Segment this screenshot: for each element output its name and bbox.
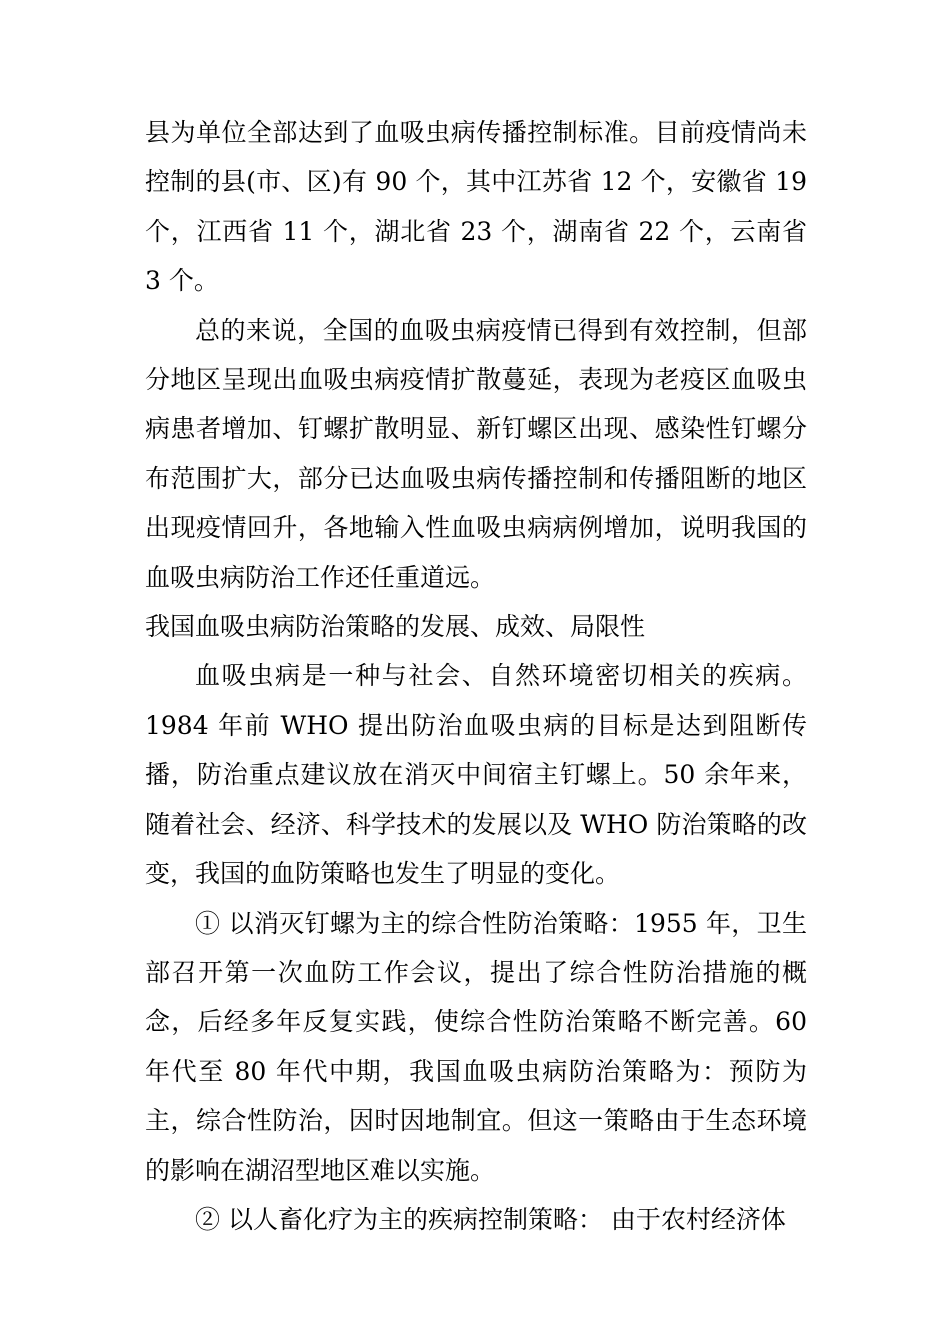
- paragraph-overall-situation: 总的来说，全国的血吸虫病疫情已得到有效控制，但部分地区呈现出血吸虫病疫情扩散蔓延，表现为老疫区血吸虫病患者增加、钉螺扩散明显、新钉螺区出现、感染性钉螺分布范围扩大，部分已达血吸虫病传播控制和传播阻断的地区出现疫情回升，各地输入性血吸虫病病例增加，说明我国的血吸虫病防治工作还任重道远。: [145, 315, 807, 592]
- paragraph-epidemic-counties: 县为单位全部达到了血吸虫病传播控制标准。目前疫情尚未控制的县(市、区)有 90 个，其中江苏省 12 个，安徽省 19 个，江西省 11 个，湖北省 23 个，湖南省 22 个，云南省 3 个。: [145, 118, 807, 296]
- paragraph-strategy-1: ① 以消灭钉螺为主的综合性防治策略：1955 年，卫生部召开第一次血防工作会议，提出了综合性防治措施的概念，后经多年反复实践，使综合性防治策略不断完善。60 年代至 80 年代中期，我国血吸虫病防治策略为：预防为主，综合性防治，因时因地制宜。但这一策略由于生态环境的影响在湖沼型地区难以实施。: [145, 908, 807, 1185]
- paragraph-strategy-2: ② 以人畜化疗为主的疾病控制策略： 由于农村经济体: [195, 1204, 786, 1234]
- section-heading: 我国血吸虫病防治策略的发展、成效、局限性: [145, 612, 646, 642]
- document-body: [145, 108, 807, 1244]
- paragraph-disease-intro: 血吸虫病是一种与社会、自然环境密切相关的疾病。1984 年前 WHO 提出防治血吸虫病的目标是达到阻断传播，防治重点建议放在消灭中间宿主钉螺上。50 余年来，随着社会、经济、科学技术的发展以及 WHO 防治策略的改变，我国的血防策略也发生了明显的变化。: [145, 661, 807, 889]
